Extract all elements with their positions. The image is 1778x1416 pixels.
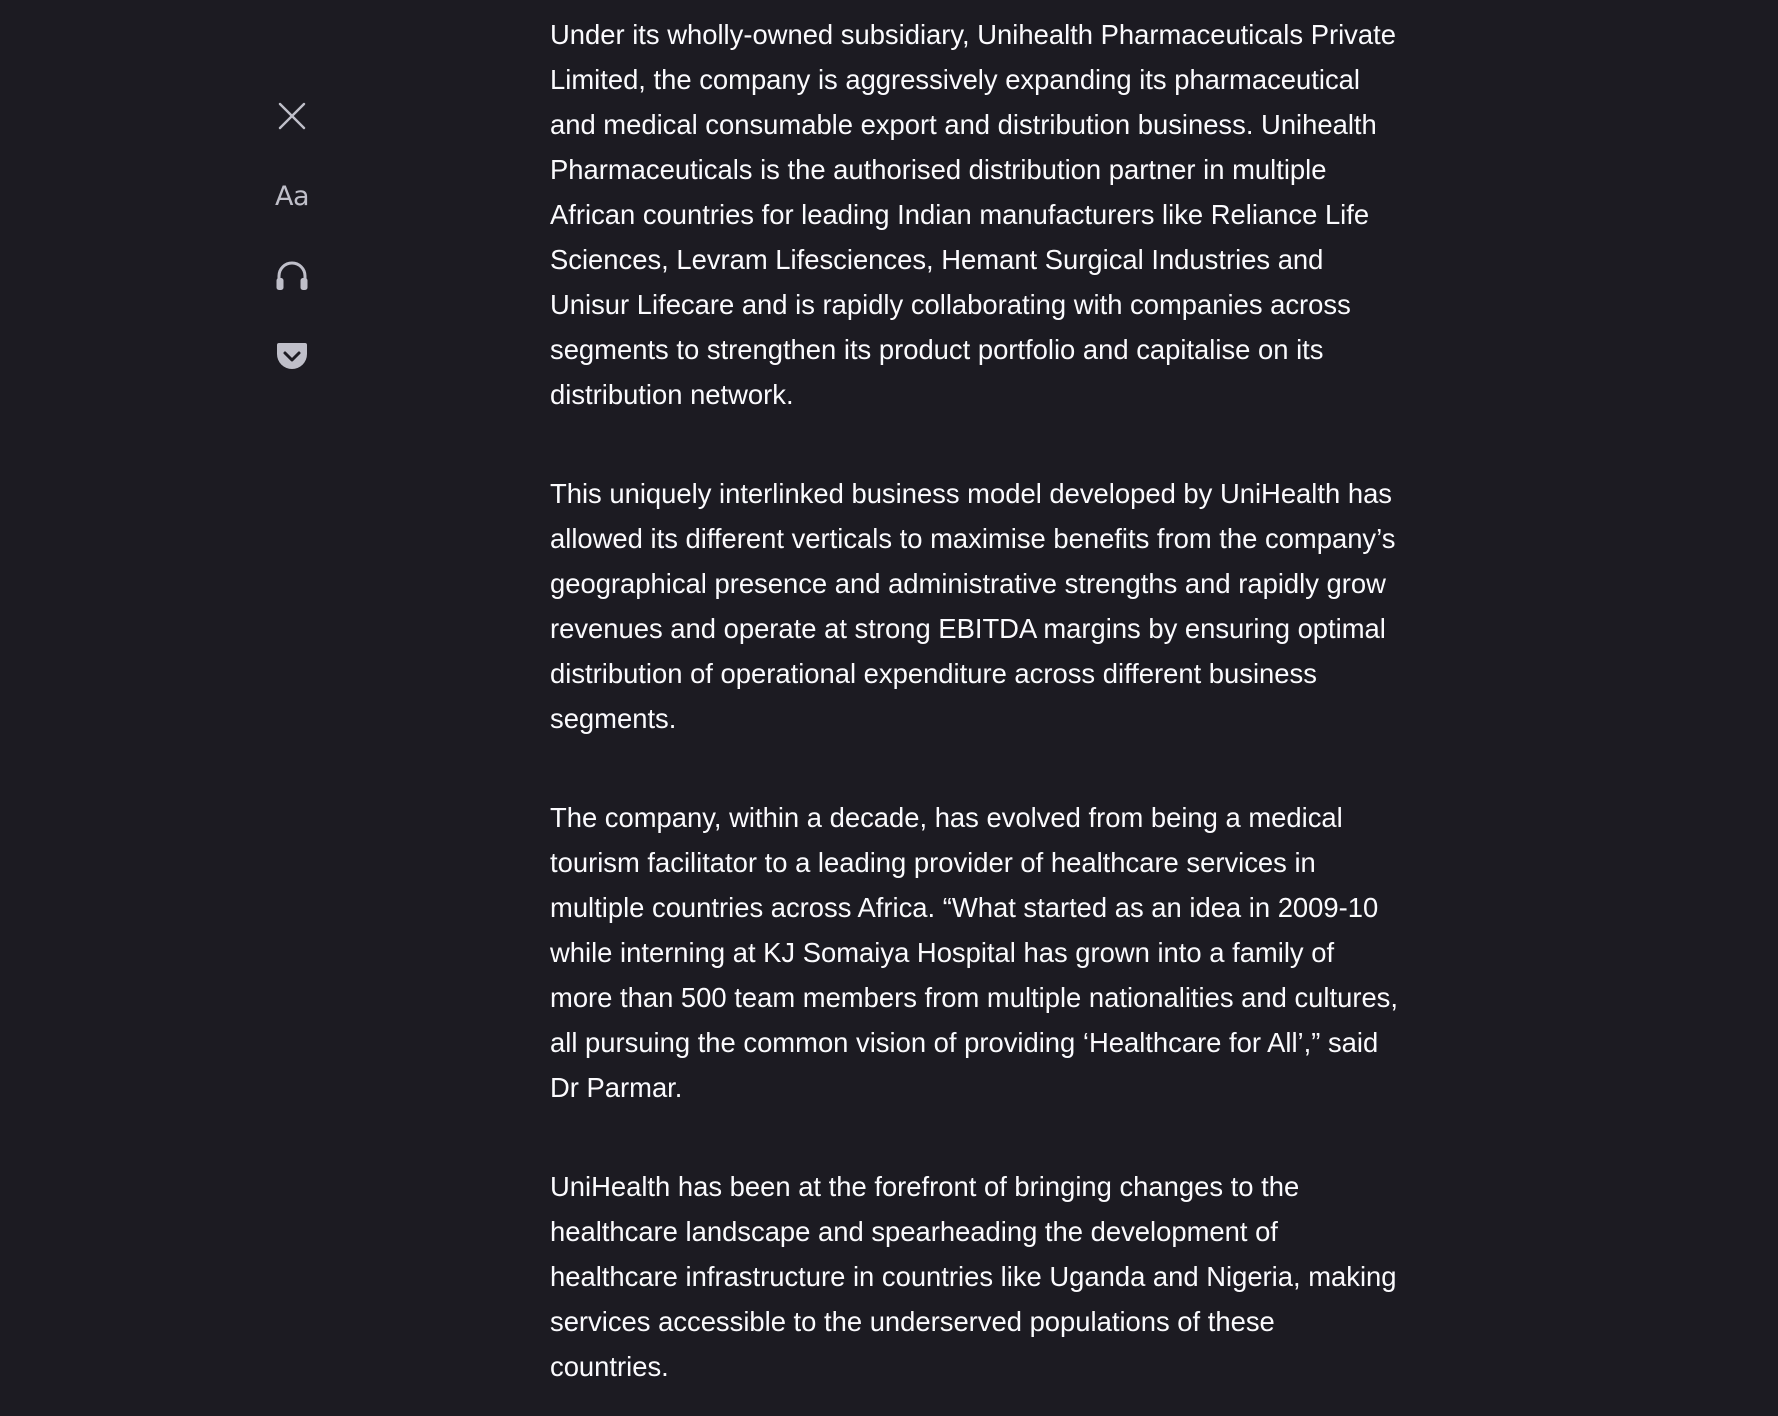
article-paragraph: UniHealth has been at the forefront of bringing changes to the healthcare landscape and spearheading the development of healthcare infrastructure in countries like Uganda and Nigeria, making services accessible to the underserved populations of these countries. [550,1171,1397,1382]
text-settings-label: Aa [274,180,309,212]
article-paragraph: The company, within a decade, has evolved from being a medical tourism facilitator to a leading provider of healthcare services in multiple countries across Africa. “What started as an idea in 2009-10 while interning at KJ Somaiya Hospital has grown into a family of more than 500 team members from multiple nationalities and cultures, all pursuing the common vision of providing ‘Healthcare for All’,” said Dr Parmar. [550,802,1398,1103]
headphones-icon [275,260,309,292]
close-icon [277,101,307,131]
pocket-icon [276,341,308,371]
listen-button[interactable] [264,248,320,304]
reader-toolbar [262,88,322,408]
close-reader-button[interactable] [264,88,320,144]
text-settings-button[interactable] [264,168,320,224]
article-body [550,12,1400,1416]
article-paragraph: Under its wholly-owned subsidiary, Unihealth Pharmaceuticals Private Limited, the company is aggressively expanding its pharmaceutical and medical consumable export and distribution business. Unihealth Pharmaceuticals is the authorised distribution partner in multiple African countries for leading Indian manufacturers like Reliance Life Sciences, Levram Lifesciences, Hemant Surgical Industries and Unisur Lifecare and is rapidly collaborating with companies across segments to strengthen its product portfolio and capitalise on its distribution network. [550,19,1396,410]
article-paragraph: This uniquely interlinked business model developed by UniHealth has allowed its different verticals to maximise benefits from the company’s geographical presence and administrative strengths and rapidly grow revenues and operate at strong EBITDA margins by ensuring optimal distribution of operational expenditure across different business segments. [550,478,1396,734]
save-to-pocket-button[interactable] [264,328,320,384]
